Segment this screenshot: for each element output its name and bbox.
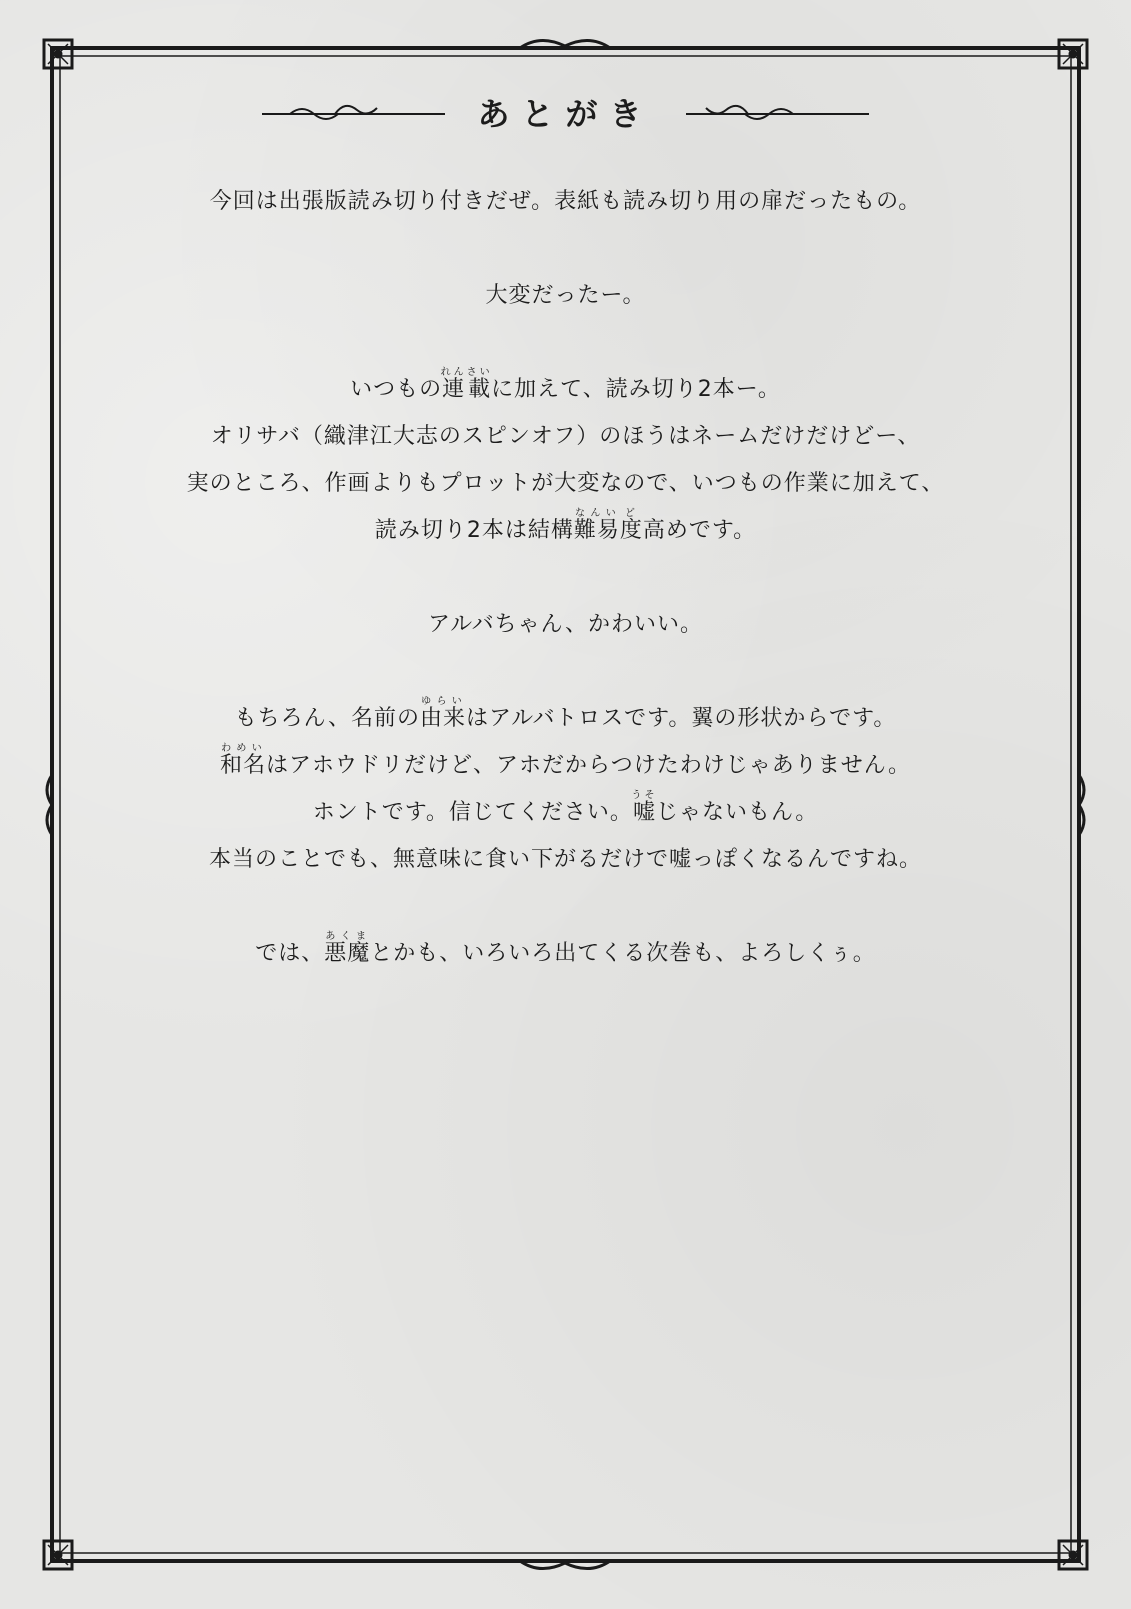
furigana: 連載れんさい — [440, 367, 493, 402]
text-line: アルバちゃん、かわいい。 — [428, 612, 703, 637]
text-line: もちろん、名前の由来ゆらいはアルバトロスです。翼の形状からです。 — [234, 696, 897, 731]
text-line: 実のところ、作画よりもプロットが大変なので、いつもの作業に加えて、 — [186, 471, 945, 496]
text-line: オリサバ（織津江大志のスピンオフ）のほうはネームだけだけどー、 — [210, 424, 921, 449]
paragraph-gap — [120, 319, 1011, 366]
furigana: 嘘うそ — [631, 790, 658, 825]
corner-ornament-top-left — [44, 40, 72, 68]
paragraph-gap — [120, 883, 1011, 930]
furigana: 難易なんい — [573, 508, 620, 543]
text-line: 本当のことでも、無意味に食い下がるだけで嘘っぽくなるんですね。 — [208, 847, 922, 872]
furigana: 和名わめい — [219, 743, 266, 778]
furigana: 由来ゆらい — [419, 696, 466, 731]
paragraph-gap — [120, 648, 1011, 695]
furigana: 悪魔あくま — [324, 931, 371, 966]
paragraph-gap — [120, 225, 1011, 272]
title-row — [0, 92, 1131, 136]
text-line: いつもの連載れんさいに加えて、読み切り2本ー。 — [350, 367, 781, 402]
corner-ornament-bottom-left — [44, 1541, 72, 1569]
afterword-body — [120, 178, 1011, 977]
text-line: 今回は出張版読み切り付きだぜ。表紙も読み切り用の扉だったもの。 — [209, 189, 922, 214]
corner-ornament-top-right — [1059, 40, 1087, 68]
text-line: 大変だったー。 — [485, 283, 646, 308]
text-line: では、悪魔あくまとかも、いろいろ出てくる次巻も、よろしくぅ。 — [255, 931, 876, 966]
corner-ornament-bottom-right — [1059, 1541, 1087, 1569]
furigana: 度ど — [619, 508, 643, 543]
text-line: ホントです。信じてください。嘘うそじゃないもん。 — [312, 790, 819, 825]
text-line: 和名わめいはアホウドリだけど、アホだからつけたわけじゃありません。 — [219, 743, 912, 778]
paragraph-gap — [120, 554, 1011, 601]
text-line: 読み切り2本は結構難易なんい度ど高めです。 — [374, 508, 757, 543]
page-title: あとがき — [477, 95, 654, 133]
